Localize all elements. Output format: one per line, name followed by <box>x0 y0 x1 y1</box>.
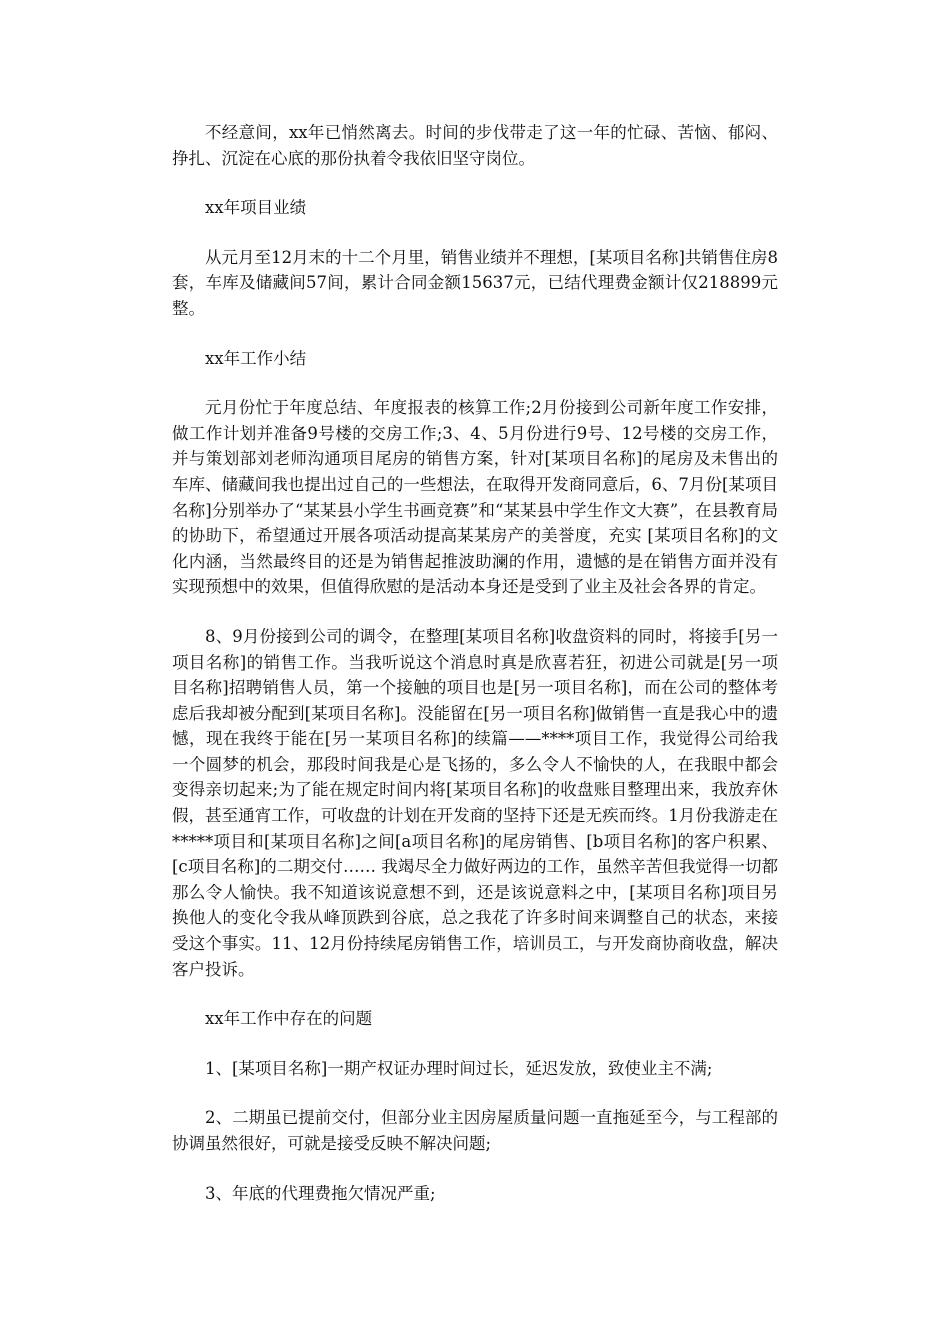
paragraph-intro: 不经意间，xx年已悄然离去。时间的步伐带走了这一年的忙碌、苦恼、郁闷、挣扎、沉淀在心底的那份执着令我依旧坚守岗位。 <box>172 123 778 168</box>
heading-project-performance: xx年项目业绩 <box>205 198 307 218</box>
heading-problems: xx年工作中存在的问题 <box>205 1009 373 1029</box>
paragraph-problem-2: 2、二期虽已提前交付，但部分业主因房屋质量问题一直拖延至今，与工程部的协调虽然很好，可就是接受反映不解决问题; <box>172 1108 778 1153</box>
document-body <box>172 120 778 1230</box>
paragraph-problem-3: 3、年底的代理费拖欠情况严重; <box>205 1183 436 1203</box>
paragraph-summary-aug-dec: 8、9月份接到公司的调令，在整理[某项目名称]收盘资料的同时，将接手[另一项目名称]的销售工作。当我听说这个消息时真是欣喜若狂，初进公司就是[另一项目名称]招聘销售人员，第一个接触的项目也是[另一项目名称]，而在公司的整体考虑后我却被分配到[某项目名称]。没能留在[另一项目名称]做销售一直是我心中的遗憾，现在我终于能在[另一某项目名称]的续篇——****项目工作，我觉得公司给我一个圆梦的机会，那段时间我是心是飞扬的，多么令人不愉快的人，在我眼中都会变得亲切起来;为了能在规定时间内将[某项目名称]的收盘账目整理出来，我放弃休假，甚至通宵工作，可收盘的计划在开发商的坚持下还是无疾而终。1月份我游走在*****项目和[某项目名称]之间[a项目名称]的尾房销售、[b项目名称]的客户积累、[c项目名称]的二期交付…… 我竭尽全力做好两边的工作，虽然辛苦但我觉得一切都那么令人愉快。我不知道该说意想不到，还是该说意料之中，[某项目名称]项目另换他人的变化令我从峰顶跌到谷底，总之我花了许多时间来调整自己的状态，来接受这个事实。11、12月份持续尾房销售工作，培训员工，与开发商协商收盘，解决客户投诉。 <box>172 626 778 979</box>
heading-work-summary: xx年工作小结 <box>205 348 307 368</box>
paragraph-summary-jan-jul: 元月份忙于年度总结、年度报表的核算工作;2月份接到公司新年度工作安排，做工作计划并准备9号楼的交房工作;3、4、5月份进行9号、12号楼的交房工作，并与策划部刘老师沟通项目尾房的销售方案，针对[某项目名称]的尾房及未售出的车库、储藏间我也提出过自己的一些想法，在取得开发商同意后，6、7月份[某项目名称]分别举办了“某某县小学生书画竞赛”和“某某县中学生作文大赛”，在县教育局的协助下，希望通过开展各项活动提高某某房产的美誉度，充实 [某项目名称]的文化内涵，当然最终目的还是为销售起推波助澜的作用，遗憾的是在销售方面并没有实现预想中的效果，但值得欣慰的是活动本身还是受到了业主及社会各界的肯定。 <box>172 398 778 597</box>
paragraph-sales-figures: 从元月至12月末的十二个月里，销售业绩并不理想，[某项目名称]共销售住房8套，车库及储藏间57间，累计合同金额15637元，已结代理费金额计仅218899元整。 <box>172 247 778 318</box>
paragraph-problem-1: 1、[某项目名称]一期产权证办理时间过长，延迟发放，致使业主不满; <box>205 1058 713 1078</box>
